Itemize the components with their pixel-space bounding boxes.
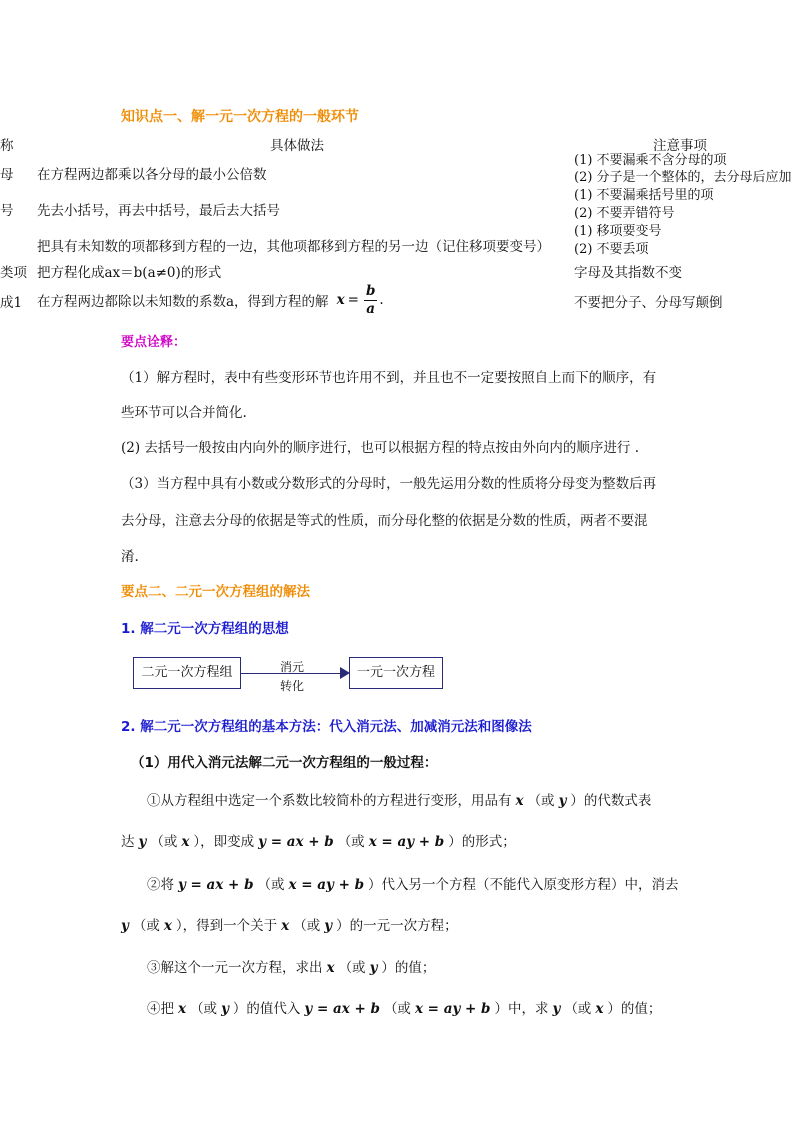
diagram-label-top: 消元	[280, 660, 305, 674]
text-span: x = ay + b	[288, 877, 365, 893]
text-span: ②将	[147, 877, 174, 893]
table-row-method: 先去小括号，再去中括号，最后去大括号	[37, 203, 280, 219]
text-span: x	[281, 918, 290, 934]
text-span: （或	[150, 834, 178, 850]
table-row-note: (2) 分子是一个整体的，去分母后应加	[574, 170, 792, 185]
fraction-numerator: b	[365, 282, 376, 299]
text-span: x	[178, 1001, 187, 1017]
table-row-method: 在方程两边都乘以各分母的最小公倍数	[37, 167, 267, 183]
table-row-name: 号	[0, 203, 14, 219]
explain-paragraph: (2) 去括号一般按由内向外的顺序进行，也可以根据方程的特点按由外向内的顺序进行 .	[121, 440, 639, 456]
step-line	[121, 830, 516, 850]
explain-paragraph: 去分母，注意去分母的依据是等式的性质，而分母化整的依据是分数的性质，两者不要混	[121, 513, 648, 529]
section2-title: 要点二、二元一次方程组的解法	[121, 584, 310, 600]
table-header-method: 具体做法	[270, 138, 324, 154]
text-span: ）的一元一次方程；	[336, 918, 458, 934]
text-span: ③解这个一元一次方程，求出	[147, 960, 323, 976]
text-span: ）中，求	[494, 1001, 549, 1017]
table-row-note: 不要把分子、分母写颠倒	[574, 295, 723, 311]
table-row-method-with-fraction	[37, 280, 384, 320]
table-row-note: (2) 不要弄错符号	[574, 206, 675, 221]
text-span: ①从方程组中选定一个系数比较简朴的方程进行变形，用品有	[147, 793, 512, 809]
text-span: ）的形式；	[448, 834, 516, 850]
math-x: x	[336, 292, 345, 308]
text-span: ④把	[147, 1001, 174, 1017]
explain-paragraph: 淆.	[121, 549, 139, 565]
text-span: x	[181, 834, 190, 850]
math-equals: =	[347, 292, 359, 308]
text-span: x	[163, 918, 172, 934]
text-span: y	[221, 1001, 229, 1017]
text-span: ）的值代入	[232, 1001, 301, 1017]
section2-subheading: （1）用代入消元法解二元一次方程组的一般过程：	[131, 755, 438, 771]
table-row-method: 把方程化成ax＝b(a≠0)的形式	[37, 265, 222, 281]
table-header-notes: 注意事项	[653, 138, 707, 154]
text-span: y	[369, 960, 378, 976]
table-row-note: (2) 不要丢项	[574, 242, 649, 257]
explain-paragraph: （1）解方程时，表中有些变形环节也许用不到，并且也不一定要按照自上而下的顺序，有	[121, 370, 657, 386]
table-row-method: 把具有未知数的项都移到方程的一边，其他项都移到方程的另一边（记住移项要变号）	[37, 239, 550, 255]
step-line	[147, 873, 679, 893]
section1-title: 知识点一、解一元一次方程的一般环节	[121, 109, 359, 125]
math-period: .	[379, 292, 384, 308]
text-span: x	[515, 793, 524, 809]
table-row-note: (1) 移项要变号	[574, 224, 662, 239]
text-span: 达	[121, 834, 135, 850]
text-span: y	[552, 1001, 561, 1017]
text-span: ），得到一个关于	[175, 918, 278, 934]
table-row-note: (1) 不要漏乘括号里的项	[574, 188, 714, 203]
explain-paragraph: （3）当方程中具有小数或分数形式的分母时，一般先运用分数的性质将分母变为整数后再	[121, 476, 657, 492]
text-span: ），即变成	[193, 834, 255, 850]
fraction-b-over-a	[364, 283, 377, 318]
table-row-note: (1) 不要漏乘不含分母的项	[574, 153, 727, 168]
text-span: （或	[257, 877, 285, 893]
text-span: （或	[383, 1001, 411, 1017]
text-span: （或	[132, 918, 160, 934]
text-span: （或	[337, 834, 365, 850]
text-span: y = ax + b	[258, 834, 334, 850]
text-span: x = ay + b	[368, 834, 445, 850]
table-row-method: 在方程两边都除以未知数的系数a，得到方程的解	[37, 294, 329, 310]
table-header-name: 称	[0, 138, 14, 154]
text-span: y	[558, 793, 567, 809]
text-span: y	[324, 918, 333, 934]
text-span: （或	[190, 1001, 218, 1017]
section2-subtitle: 2. 解二元一次方程组的基本方法：代入消元法、加减消元法和图像法	[121, 719, 532, 735]
diagram-box-left: 二元一次方程组	[133, 657, 241, 689]
fraction-denominator: a	[366, 300, 376, 317]
text-span: （或	[564, 1001, 592, 1017]
diagram-box-right: 一元一次方程	[349, 657, 443, 689]
diagram-label-bottom: 转化	[280, 679, 305, 693]
text-span: ）的代数式表	[570, 793, 652, 809]
step-line	[147, 997, 661, 1017]
text-span: x	[595, 1001, 604, 1017]
table-row-name: 成1	[0, 295, 23, 311]
step-line	[147, 789, 651, 809]
table-row-name: 母	[0, 167, 14, 183]
text-span: （或	[338, 960, 366, 976]
section2-subtitle: 1. 解二元一次方程组的思想	[121, 621, 289, 637]
text-span: （或	[293, 918, 321, 934]
explain-paragraph: 些环节可以合并简化.	[121, 405, 247, 421]
text-span: y	[138, 834, 147, 850]
text-span: y	[121, 918, 129, 934]
text-span: ）代入另一个方程（不能代入原变形方程）中，消去	[368, 877, 679, 893]
explain-title: 要点诠释：	[121, 335, 187, 350]
text-span: ）的值；	[607, 1001, 662, 1017]
text-span: （或	[527, 793, 555, 809]
table-row-note: 字母及其指数不变	[574, 265, 682, 281]
text-span: y = ax + b	[304, 1001, 380, 1017]
text-span: x = ay + b	[414, 1001, 491, 1017]
text-span: y = ax + b	[178, 877, 254, 893]
step-line	[121, 914, 458, 934]
text-span: ）的值；	[381, 960, 436, 976]
step-line	[147, 956, 435, 976]
table-row-name: 类项	[0, 265, 27, 281]
text-span: x	[326, 960, 335, 976]
